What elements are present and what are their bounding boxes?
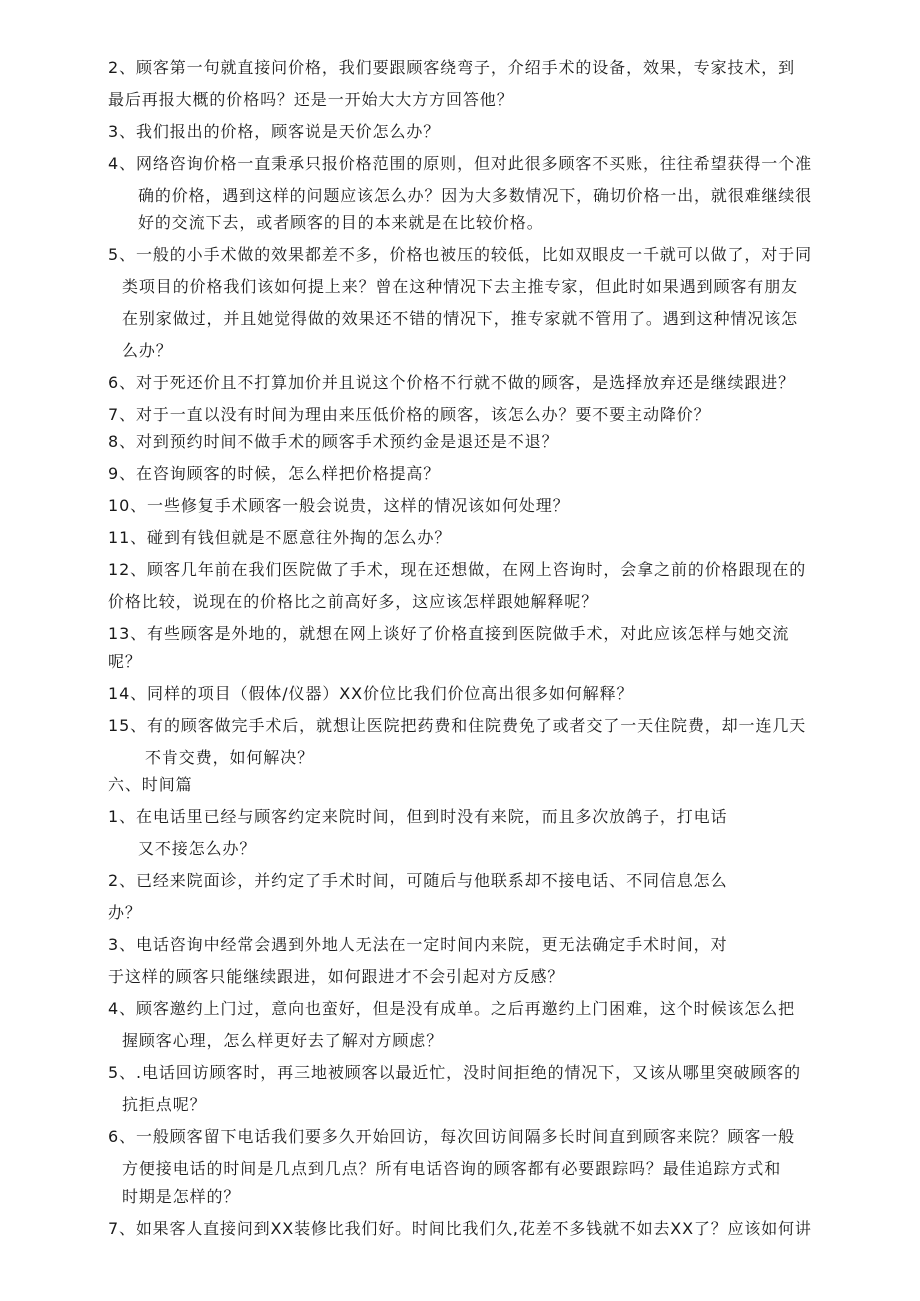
text-line: 6、一般顾客留下电话我们要多久开始回访，每次回访间隔多长时间直到顾客来院？顾客一般 bbox=[108, 1127, 796, 1146]
text-line: 13、有些顾客是外地的，就想在网上谈好了价格直接到医院做手术，对此应该怎样与她交流 bbox=[108, 624, 790, 643]
text-line: 5、.电话回访顾客时，再三地被顾客以最近忙，没时间拒绝的情况下，又该从哪里突破顾客的 bbox=[108, 1063, 802, 1082]
text-line: 办？ bbox=[108, 903, 142, 922]
text-line: 11、碰到有钱但就是不愿意往外掏的怎么办？ bbox=[108, 528, 452, 547]
text-line: 方便接电话的时间是几点到几点？所有电话咨询的顾客都有必要跟踪吗？最佳追踪方式和 bbox=[122, 1159, 782, 1178]
text-line: 么办？ bbox=[122, 341, 173, 360]
text-line: 3、我们报出的价格，顾客说是天价怎么办？ bbox=[108, 122, 441, 141]
text-line: 7、如果客人直接问到XX装修比我们好。时间比我们久,花差不多钱就不如去XX了？应该如何讲 bbox=[108, 1219, 812, 1238]
text-line: 2、已经来院面诊，并约定了手术时间，可随后与他联系却不接电话、不同信息怎么 bbox=[108, 871, 728, 890]
text-line: 最后再报大概的价格吗？还是一开始大大方方回答他？ bbox=[108, 90, 514, 109]
text-line: 1、在电话里已经与顾客约定来院时间，但到时没有来院，而且多次放鸽子，打电话 bbox=[108, 807, 728, 826]
text-line: 在别家做过，并且她觉得做的效果还不错的情况下，推专家就不管用了。遇到这种情况该怎 bbox=[122, 309, 799, 328]
text-line: 又不接怎么办？ bbox=[138, 839, 257, 858]
text-line: 8、对到预约时间不做手术的顾客手术预约金是退还是不退？ bbox=[108, 432, 559, 451]
text-line: 时期是怎样的？ bbox=[122, 1187, 241, 1206]
text-line: 好的交流下去，或者顾客的目的本来就是在比较价格。 bbox=[138, 213, 544, 232]
text-line: 2、顾客第一句就直接问价格，我们要跟顾客绕弯子，介绍手术的设备，效果，专家技术，到 bbox=[108, 58, 796, 77]
text-line: 14、同样的项目（假体/仪器）XX价位比我们价位高出很多如何解释？ bbox=[108, 684, 634, 703]
text-line: 4、网络咨询价格一直秉承只报价格范围的原则，但对此很多顾客不买账，往往希望获得一个准 bbox=[108, 154, 812, 173]
text-line: 不肯交费，如何解决？ bbox=[145, 748, 315, 767]
text-line: 6、对于死还价且不打算加价并且说这个价格不行就不做的顾客，是选择放弃还是继续跟进？ bbox=[108, 373, 796, 392]
text-line: 确的价格，遇到这样的问题应该怎么办？因为大多数情况下，确切价格一出，就很难继续很 bbox=[138, 186, 813, 205]
text-line: 3、电话咨询中经常会遇到外地人无法在一定时间内来院，更无法确定手术时间，对 bbox=[108, 935, 728, 954]
text-line: 15、有的顾客做完手术后，就想让医院把药费和住院费免了或者交了一天住院费，却一连几天 bbox=[108, 716, 807, 735]
text-line: 价格比较，说现在的价格比之前高好多，这应该怎样跟她解释呢？ bbox=[108, 592, 599, 611]
text-line: 7、对于一直以没有时间为理由来压低价格的顾客，该怎么办？要不要主动降价？ bbox=[108, 405, 711, 424]
text-line: 12、顾客几年前在我们医院做了手术，现在还想做，在网上咨询时，会拿之前的价格跟现在的 bbox=[108, 560, 807, 579]
text-line: 类项目的价格我们该如何提上来？曾在这种情况下去主推专家，但此时如果遇到顾客有朋友 bbox=[122, 277, 799, 296]
text-line: 呢？ bbox=[108, 652, 142, 671]
text-line: 握顾客心理，怎么样更好去了解对方顾虑？ bbox=[122, 1031, 444, 1050]
text-line: 于这样的顾客只能继续跟进，如何跟进才不会引起对方反感？ bbox=[108, 967, 565, 986]
text-line: 4、顾客邀约上门过，意向也蛮好，但是没有成单。之后再邀约上门困难，这个时候该怎么把 bbox=[108, 999, 796, 1018]
text-line: 9、在咨询顾客的时候，怎么样把价格提高？ bbox=[108, 464, 441, 483]
text-line: 5、一般的小手术做的效果都差不多，价格也被压的较低，比如双眼皮一千就可以做了，对于同 bbox=[108, 245, 812, 264]
text-line: 10、一些修复手术顾客一般会说贵，这样的情况该如何处理？ bbox=[108, 496, 570, 515]
text-line: 抗拒点呢？ bbox=[122, 1095, 207, 1114]
section-heading: 六、时间篇 bbox=[108, 775, 193, 794]
